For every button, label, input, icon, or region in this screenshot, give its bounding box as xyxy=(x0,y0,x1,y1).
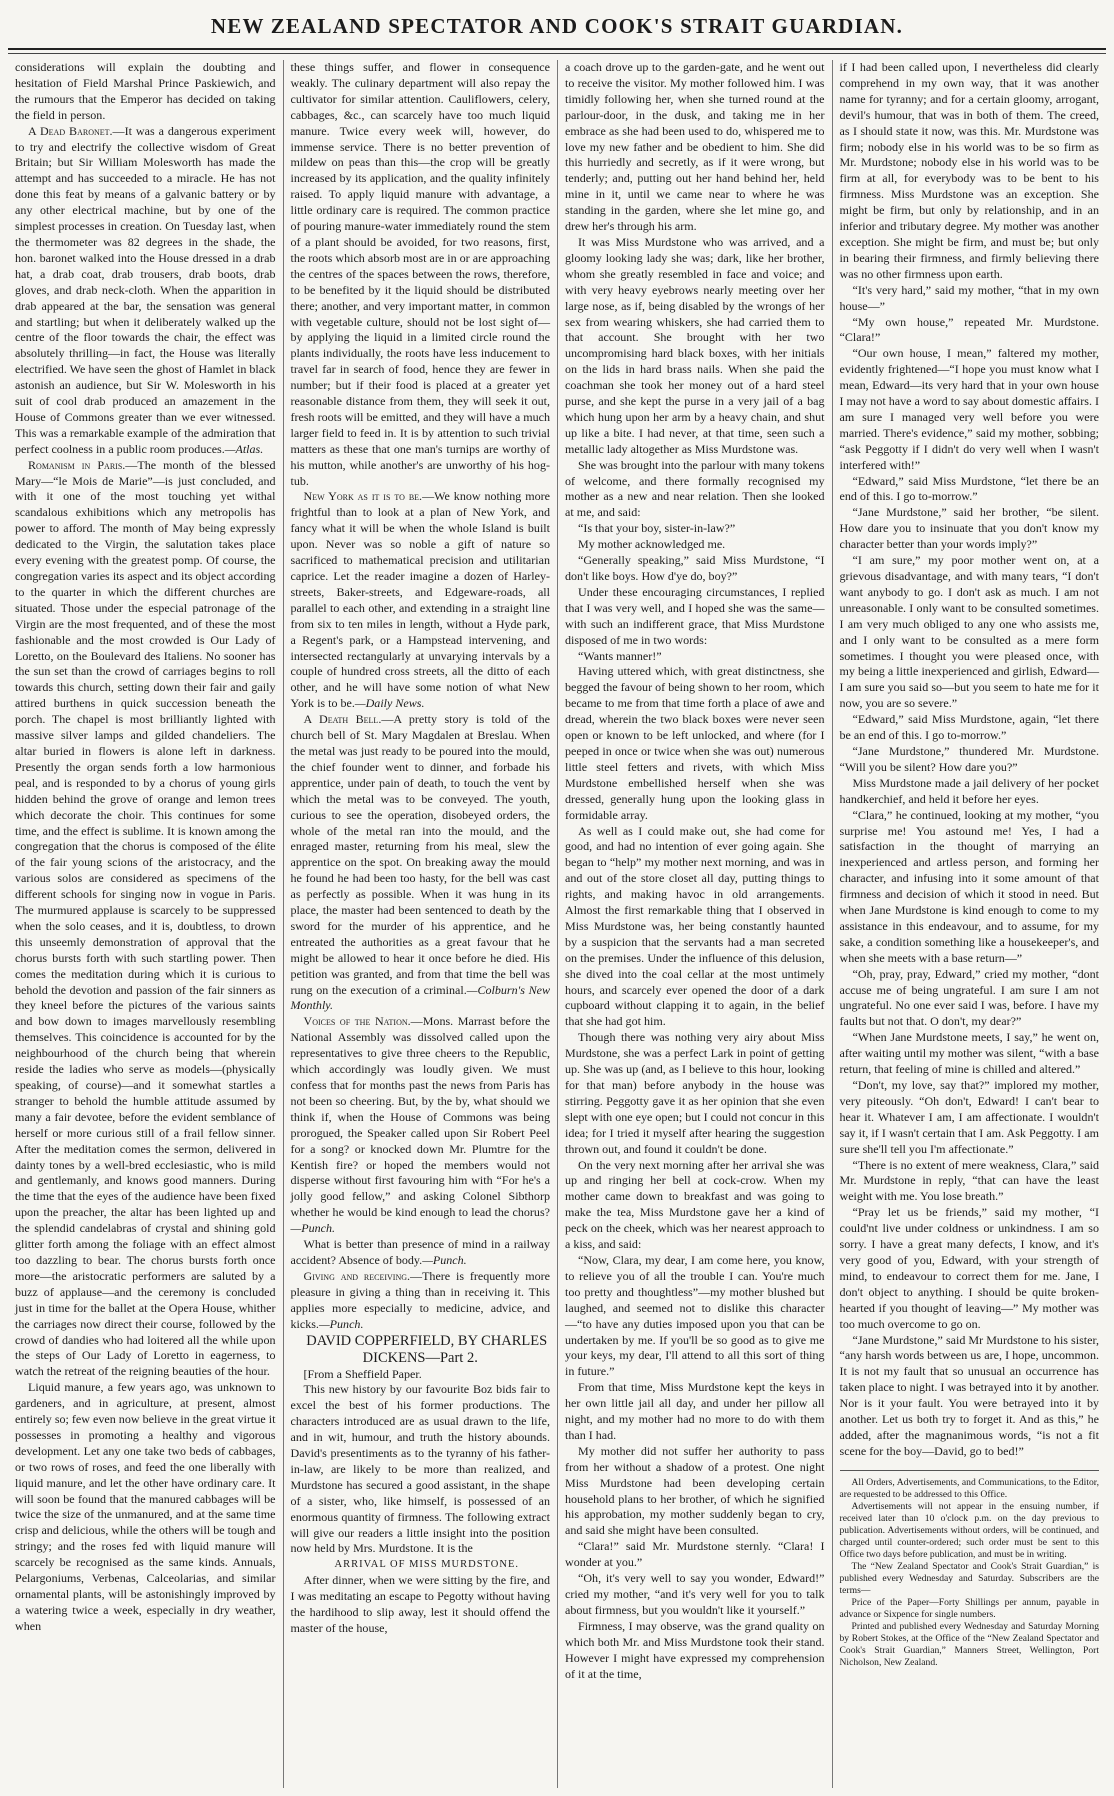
item-heading: New York as it is to be. xyxy=(303,489,423,504)
article-headline: DAVID COPPERFIELD, BY CHARLES DICKENS—Part 2. xyxy=(306,1332,548,1366)
article-columns xyxy=(8,60,1106,1788)
paragraph: these things suffer, and flower in consequence weakly. The culinary department will also repay the cultivator for similar attention. Cauliflowers, celery, cabbages, &c., can scarcely have too much liquid manure. Twice every week will, however, do immense service. There is no better prevention of mildew on peas than this—the crop will be greatly increased by its application, and the quality infinitely raised. To apply liquid manure with advantage, a little ordinary care is required. The common practice of pouring manure-water immediately round the stem of a plant should be avoided, for two reasons, first, the roots which absorb most are in or are approaching the centres of the spaces between the rows, therefore, to be benefited by it the liquid should be distributed there; another, and very important matter, in common with vegetable culture, should not be lost sight of—by applying the liquid in a limited circle round the plants individually, the roots have less inducement to travel far in search of food, hence they are fewer in number; but if their food is placed at a greater yet reasonable distance from them, they will seek it out, fresh roots will be emitted, and they will have a much larger field to feed in. It is by attention to such trivial matters as these that one man's turnips are worthy of his mutton, while another's are unworthy of his hog-tub. xyxy=(290,60,550,488)
item-heading: Voices of the Nation. xyxy=(303,1014,411,1029)
paragraph: “Clara,” he continued, looking at my mother, “you surprise me! You astound me! Yes, I had a satisfaction in the thought of marrying an inexperienced and artless person, and forming her character, and infusing into it some amount of that firmness and decision of which it stood in need. But when Jane Murdstone is kind enough to come to my assistance in this endeavour, and to assume, for my sake, a condition something like a housekeeper's, and when she meets with a base return—” xyxy=(839,807,1099,965)
paragraph: Firmness, I may observe, was the grand quality on which both Mr. and Miss Murdstone took their stand. However I might have expressed my comprehension of it at the time, xyxy=(565,1618,825,1681)
paragraph: “Is that your boy, sister-in-law?” xyxy=(578,521,736,536)
paragraph: “Jane Murdstone,” thundered Mr. Murdstone. “Will you be silent? How dare you?” xyxy=(839,743,1099,774)
notice-divider xyxy=(840,1470,1100,1471)
paragraph: What is better than presence of mind in a railway accident? Absence of body.—Punch. xyxy=(290,1237,550,1267)
column-4 xyxy=(832,60,1107,1788)
paragraph: considerations will explain the doubting and hesitation of Field Marshal Prince Paskiewich, and the rumours that the Emperor has decided on taking the field in person. xyxy=(15,60,276,122)
paragraph: “Generally speaking,” said Miss Murdstone, “I don't like boys. How d'ye do, boy?” xyxy=(565,553,825,583)
paragraph: Liquid manure, a few years ago, was unknown to gardeners, and in agriculture, at present, almost entirely so; few even now believe in the great virtue it possesses in promoting a healthy and vigorous development. Let any one take two beds of cabbages, or two rows of roses, and feed the one liberally with liquid manure, and let the other have ordinary care. It will soon be found that the manured cabbages will be twice the size of the unmanured, and at the same time crisp and delicious, while the others will be tough and stringy; and the roses fed with liquid manure will scarcely be recognised as the same kinds. Annuals, Pelargoniums, Verbenas, Calceolarias, and similar ornamental plants, will be astonishingly improved by a watering twice a week, especially in dry weather, when xyxy=(15,1380,276,1633)
item-heading: A Dead Baronet. xyxy=(28,123,113,138)
paragraph: “Oh, it's very well to say you wonder, Edward!” cried my mother, “and it's very well for you to talk about firmness, but you wouldn't like it yourself.” xyxy=(565,1571,825,1617)
source-credit: —Colburn's New Monthly. xyxy=(290,982,550,1013)
source-note: [From a Sheffield Paper. xyxy=(303,1366,422,1381)
column-2 xyxy=(283,60,558,1788)
notice-line: The “New Zealand Spectator and Cook's Strait Guardian,” is published every Wednesday and Saturday. Subscribers are the terms— xyxy=(839,1560,1099,1596)
paragraph: “My own house,” repeated Mr. Murdstone. “Clara!” xyxy=(839,314,1099,345)
paragraph: “Jane Murdstone,” said her brother, “be silent. How dare you to insinuate that you don't know my character better than your words imply?” xyxy=(839,505,1099,552)
item-heading: Romanism in Paris. xyxy=(28,457,126,472)
paragraph: A Death Bell.—A pretty story is told of the church bell of St. Mary Magdalen at Breslau. When the metal was just ready to be poured into the mould, the chief founder went to dinner, and forbade his apprentice, under pain of death, to touch the vent by which the metal was to be conveyed. The youth, curious to see the operation, disobeyed orders, the whole of the metal ran into the mould, and the enraged master, returning from his meal, slew the apprentice on the spot. On breaking away the mould he found he had been too hasty, for the bell was cast as perfectly as possible. When it was hung in its place, the master had been sentenced to death by the sword for the murder of his apprentice, and he entreated the authorities as a great favour that he might be allowed to hear it once before he died. His petition was granted, and from that time the bell was rung on the execution of a criminal.—Colburn's New Monthly. xyxy=(290,712,550,1013)
paragraph: Though there was nothing very airy about Miss Murdstone, she was a perfect Lark in point of getting up. She was up (and, as I believe to this hour, looking for that man) before anybody in the house was stirring. Peggotty gave it as her opinion that she even slept with one eye open; but I could not concur in this idea; for I tried it myself after hearing the suggestion thrown out, and found it couldn't be done. xyxy=(565,1030,825,1156)
paragraph: Giving and receiving.—There is frequently more pleasure in giving a thing than in receiving it. This applies more especially to medicine, advice, and kicks.—Punch. xyxy=(290,1268,550,1331)
paragraph: “Edward,” said Miss Murdstone, again, “let there be an end of this. I go to-morrow.” xyxy=(839,712,1099,743)
notice-line: Price of the Paper—Forty Shillings per annum, payable in advance or Sixpence for single numbers. xyxy=(839,1596,1099,1620)
paragraph: Having uttered which, with great distinctness, she begged the favour of being shown to her room, which became to me from that time forth a place of awe and dread, wherein the two black boxes were never seen open or known to be left unlocked, and where (for I peeped in once or twice when she was out) numerous little steel fetters and rivets, with which Miss Murdstone embellished herself when she was dressed, generally hung upon the looking glass in formidable array. xyxy=(565,664,825,822)
paragraph: “Now, Clara, my dear, I am come here, you know, to relieve you of all the trouble I can. You're much too pretty and thoughtless”—my mother blushed but laughed, and seemed not to dislike this character—“to have any duties imposed upon you that can be undertaken by me. If you'll be so good as to give me your keys, my dear, I'll attend to all this sort of thing in future.” xyxy=(565,1252,825,1379)
paragraph: Voices of the Nation.—Mons. Marrast before the National Assembly was dissolved called upon the representatives to give three cheers to the Republic, which accordingly was loudly given. We must confess that for months past the news from Paris has not been so cheering. But, by the by, what should we think if, when the House of Commons was being prorogued, the Speaker called upon Sir Robert Peel for a song? or knocked down Mr. Plumtre for the Kentish fire? or hoped the members would not disperse without first favouring him with “For he's a jolly good fellow,” and asking Colonel Sibthorp whether he would be kind enough to lead the chorus?—Punch. xyxy=(290,1014,550,1236)
paragraph: It was Miss Murdstone who was arrived, and a gloomy looking lady she was; dark, like her brother, whom she greatly resembled in face and voice; and with very heavy eyebrows nearly meeting over her large nose, as if, being disabled by the wrongs of her sex from wearing whiskers, she had carried them to that account. She brought with her two uncompromising hard black boxes, with her initials on the lids in hard brass nails. When she paid the coachman she took her money out of a hard steel purse, and she kept the purse in a very jail of a bag which hung upon her arm by a heavy chain, and shut up like a bite. I had never, at that time, seen such a metallic lady altogether as Miss Murdstone was. xyxy=(565,234,825,456)
paragraph: After dinner, when we were sitting by the fire, and I was meditating an escape to Pegotty without having the hardihood to slip away, lest it should offend the master of the house, xyxy=(290,1573,550,1635)
paragraph: “Edward,” said Miss Murdstone, “let there be an end of this. I go to-morrow.” xyxy=(839,473,1099,504)
paragraph: “Jane Murdstone,” said Mr Murdstone to his sister, “any harsh words between us are, I hope, uncommon. It is not my fault that so unusual an occurrence has taken place to night. I was betrayed into it by another. Nor is it your fault. You were betrayed into it by another. Let us both try to forget it. And as this,” he added, after the magnanimous words, “is not a fit scene for the boy—David, go to bed!” xyxy=(839,1332,1099,1458)
masthead-rule-thin xyxy=(8,53,1106,54)
masthead: NEW ZEALAND SPECTATOR AND COOK'S STRAIT GUARDIAN. xyxy=(210,14,904,38)
paragraph: From that time, Miss Murdstone kept the keys in her own little jail all day, and under her pillow all night, and my mother had no more to do with them than I had. xyxy=(565,1380,825,1442)
source-credit: —Atlas. xyxy=(224,441,264,456)
paragraph: “When Jane Murdstone meets, I say,” he went on, after waiting until my mother was silent, “with a base return, that feeling of mine is chilled and altered.” xyxy=(839,1030,1099,1077)
paragraph: My mother acknowledged me. xyxy=(578,537,726,552)
source-credit: —Daily News. xyxy=(354,696,425,711)
paragraph: “Don't, my love, say that?” implored my mother, very piteously. “Oh don't, Edward! I can't bear to hear it. Whatever I am, I am affectionate. I wouldn't say it, if I wasn't certain that I am. Ask Peggotty. I am sure she'll tell you I'm affectionate.” xyxy=(839,1078,1099,1156)
notice-line: All Orders, Advertisements, and Communications, to the Editor, are requested to be addressed to this Office. xyxy=(839,1476,1099,1500)
paragraph: “Clara!” said Mr. Murdstone sternly. “Clara! I wonder at you.” xyxy=(565,1539,825,1570)
notice-line: Printed and published every Wednesday and Saturday Morning by Robert Stokes, at the Office of the “New Zealand Spectator and Cook's Strait Guardian,” Manners Street, Wellington, Port Nicholson, New Zealand. xyxy=(839,1620,1099,1668)
paragraph: My mother did not suffer her authority to pass from her without a shadow of a protest. One night Miss Murdstone had been developing certain household plans to her brother, of which he signified his approbation, my mother suddenly began to cry, and said she might have been consulted. xyxy=(565,1443,825,1538)
item-heading: A Death Bell. xyxy=(303,712,382,727)
item-heading: Giving and receiving. xyxy=(303,1268,411,1283)
paragraph: New York as it is to be.—We know nothing more frightful than to look at a plan of New York, and fancy what it will be when the whole Island is built upon. Never was so noble a gift of nature so sacrificed to mathematical precision and utilitarian caprice. Let the reader imagine a dozen of Harley-streets, Baker-streets, and Edgeware-roads, all parallel to each other, and extending in a straight line from six to ten miles in length, without a Hyde park, a Regent's park, or a Hampstead intervening, and intersected rectangularly at unvarying intervals by a couple of hundred cross streets, all the ditto of each other, and he will have some notion of what New York is to be.—Daily News. xyxy=(290,489,551,711)
paragraph: “Oh, pray, pray, Edward,” cried my mother, “dont accuse me of being ungrateful. I am sure I am not ungrateful. No one ever said I was, before. I have my faults but not that. O don't, my dear?” xyxy=(839,966,1099,1029)
paragraph: This new history by our favourite Boz bids fair to excel the best of his former productions. The characters introduced are as usual drawn to the life, and in wit, humour, and truth the history abounds. David's presentiments as to the tyranny of his father-in-law, are likely to be more than realized, and Murdstone has secured a good assistant, in the shape of a sister, who, like himself, is possessed of an enormous quantity of firmness. The following extract will give our readers a little insight into the position now held by Mrs. Murdstone. It is the xyxy=(290,1382,550,1556)
paragraph: a coach drove up to the garden-gate, and he went out to receive the visitor. My mother followed him. I was timidly following her, when she turned round at the parlour-door, in the dusk, and taking me in her embrace as she had been used to do, whispered me to love my new father and be obedient to him. She did this hurriedly and secretly, as if it were wrong, but tenderly; and, putting out her hand behind her, held mine in it, until we came near to where he was standing in the garden, where she let mine go, and drew her's through his arm. xyxy=(565,60,825,234)
notice-line: Advertisements will not appear in the ensuing number, if received later than 10 o'clock p.m. on the day previous to publication. Advertisements without orders, will be continued, and charged until counter-ordered; such order must be sent to this Office two days before publication, and must be in writing. xyxy=(839,1500,1099,1560)
column-1 xyxy=(8,60,283,1788)
paragraph: A Dead Baronet.—It was a dangerous experiment to try and electrify the collective wisdom of Great Britain; but Sir William Molesworth has made the attempt and has succeeded to a miracle. He has not done this feat by means of a galvanic battery or by any other electrical machine, but by one of the simplest processes in creation. On Tuesday last, when the thermometer was 82 degrees in the shade, the hon. baronet walked into the House dressed in a drab hat, a drab coat, drab trousers, drab boots, drab gloves, and drab neck-cloth. When the apparition in drab appeared at the bar, the sensation was general and startling; but when it deliberately walked up the centre of the floor towards the chair, the effect was absolutely thrilling—in fact, the House was literally electrified. We have seen the ghost of Hamlet in black astonish an audience, but Sir W. Molesworth in his suit of cool drab produced an amazement in the House of Commons greater than we ever witnessed. This was a remarkable example of the admiration that perfect coolness in a public room produces.—Atlas. xyxy=(15,123,276,456)
paragraph: Romanism in Paris.—The month of the blessed Mary—“le Mois de Marie”—is just concluded, and with it one of the most touching yet withal scandalous exhibitions which any metropolis has power to afford. The month of May being expressly dedicated to the Virgin, the salutation takes place every evening with the greatest pomp. Of course, the congregation varies its aspect and its object according to the quarter in which the different churches are situated. Those under the especial patronage of the Virgin are the most frequented, and of these the most fashionable and the most crowded is Our Lady of Loretto, on the Boulevard des Italiens. No sooner has the sun set than the crowd of carriages begins to roll towards this church, setting down their fair and gaily attired burthens in quick succession beneath the porch. The chapel is most brilliantly lighted with massive silver lamps and gilded chandeliers. The altar buried in flowers is alone left in darkness. Presently the organ sends forth a low harmonious peal, and is responded to by a chorus of young girls hidden behind the grove of orange and lemon trees which decorate the choir. This continues for some time, and the effect is sublime. It is known among the congregation that the chorus is composed of the élite of the fair young scions of the aristocracy, and the various solos are considered as specimens of the different schools for singing now in vogue in Paris. The murmured applause is scarcely to be suppressed when the solo ceases, and it is, doubtless, to drown this unseemly demonstration of approval that the chorus bursts forth with such startling power. Then comes the meditation during which it is curious to behold the devotion and passion of the fair sinners as they kneel before the pictures of the various saints and bow down to images marvellously resembling themselves. This coincidence is accounted for by the neighbourhood of the church being that wherein reside the ladies who serve as models—(physically speaking, of course)—and it somewhat startles a stranger to behold the humble attitude assumed by many a fair devotee, before the evident semblance of herself or more curious still of a frail fellow sinner. After the meditation comes the sermon, delivered in dainty tones by a well-bred ecclesiastic, who is mild and gentlemanly, and knows good manners. During the time that the eyes of the audience have been fixed upon the preacher, the altar has been lighted up and the splendid candelabras of crystal and shining gold glitter forth among the foliage with an effect almost too dazzling to bear. The chorus bursts forth once more—the aristocratic performers are saluted by a buzz of applause—and the ceremony is concluded just in time for the ballet at the Opera House, whither the carriages now direct their course, followed by the crowd of dandies who had loitered all the while upon the steps of Our Lady of Loretto in eagerness, to watch the retreat of the reigning beauties of the hour. xyxy=(15,457,276,1379)
paragraph: “Pray let us be friends,” said my mother, “I could'nt live under coldness or unkindness. I am so sorry. I have a great many defects, I know, and it's very good of you, Edward, with your strength of mind, to endeavour to correct them for me. Jane, I don't object to anything. I should be quite broken-hearted if you thought of leaving—” My mother was too much overcome to go on. xyxy=(839,1205,1099,1331)
paragraph: Under these encouraging circumstances, I replied that I was very well, and I hoped she was the same—with such an indifferent grace, that Miss Murdstone disposed of me in two words: xyxy=(565,584,825,647)
source-credit: —Punch. xyxy=(422,1252,467,1267)
column-3 xyxy=(557,60,832,1788)
paragraph: “It's very hard,” said my mother, “that in my own house—” xyxy=(839,282,1099,313)
section-subheading: ARRIVAL OF MISS MURDSTONE. xyxy=(334,1559,519,1571)
paragraph: Miss Murdstone made a jail delivery of her pocket handkerchief, and held it before her eyes. xyxy=(839,775,1099,806)
paragraph: “There is no extent of mere weakness, Clara,” said Mr. Murdstone in reply, “that can have the least weight with me. You lose breath.” xyxy=(839,1157,1099,1204)
paragraph: On the very next morning after her arrival she was up and ringing her bell at cock-crow. When my mother came down to breakfast and was going to make the tea, Miss Murdstone gave her a kind of peck on the cheek, which was her nearest approach to a kiss, and said: xyxy=(565,1157,825,1252)
masthead-rule xyxy=(8,48,1106,50)
source-credit: —Punch. xyxy=(318,1316,364,1331)
paragraph: As well as I could make out, she had come for good, and had no intention of ever going again. She began to “help” my mother next morning, and was in and out of the store closet all day, putting things to rights, and making havoc in old arrangements. Almost the first remarkable thing that I observed in Miss Murdstone was, her being constantly haunted by a suspicion that the servants had a man secreted on the premises. Under the influence of this delusion, she dived into the coal cellar at the most untimely hours, and scarcely ever opened the door of a dark cupboard without clapping it to again, in the belief that she had got him. xyxy=(565,823,825,1029)
paragraph: “Wants manner!” xyxy=(578,648,662,663)
paragraph: “Our own house, I mean,” faltered my mother, evidently frightened—“I hope you must know what I mean, Edward—its very hard that in your own house I may not have a word to say about domestic affairs. I am sure I managed very well before you were married. There's evidence,” said my mother, sobbing; “ask Peggotty if I didn't do very well when I wasn't interfered with!” xyxy=(839,346,1099,472)
paragraph: She was brought into the parlour with many tokens of welcome, and there formally recognised my mother as a new and near relation. Then she looked at me, and said: xyxy=(565,457,825,520)
paragraph: “I am sure,” my poor mother went on, at a grievous disadvantage, and with many tears, “I don't want anybody to go. I don't ask as much. I am not unreasonable. I only want to be consulted sometimes. I am very much obliged to any one who assists me, and I only want to be consulted as a mere form sometimes. I thought you were pleased once, with my being a little inexperienced and girlish, Edward—I am sure you said so—but you seem to hate me for it now, you are so severe.” xyxy=(839,553,1099,711)
paragraph: if I had been called upon, I nevertheless did clearly comprehend in my own way, that it was another name for tyranny; and for a certain gloomy, arrogant, devil's humour, that was in both of them. The creed, as I should state it now, was this. Mr. Murdstone was firm; nobody else in his world was to be so firm as Mr. Murdstone; nobody else in his world was to be firm at all, for everybody was to be bent to his firmness. Miss Murdstone was an exception. She might be firm, but only by relationship, and in an inferior and tributary degree. My mother was another exception. She might be firm, and must be; but only in bearing their firmness, and firmly believing there was no other firmness upon earth. xyxy=(839,60,1099,281)
source-credit: —Punch. xyxy=(290,1221,335,1236)
publisher-notice xyxy=(840,1477,1100,1669)
